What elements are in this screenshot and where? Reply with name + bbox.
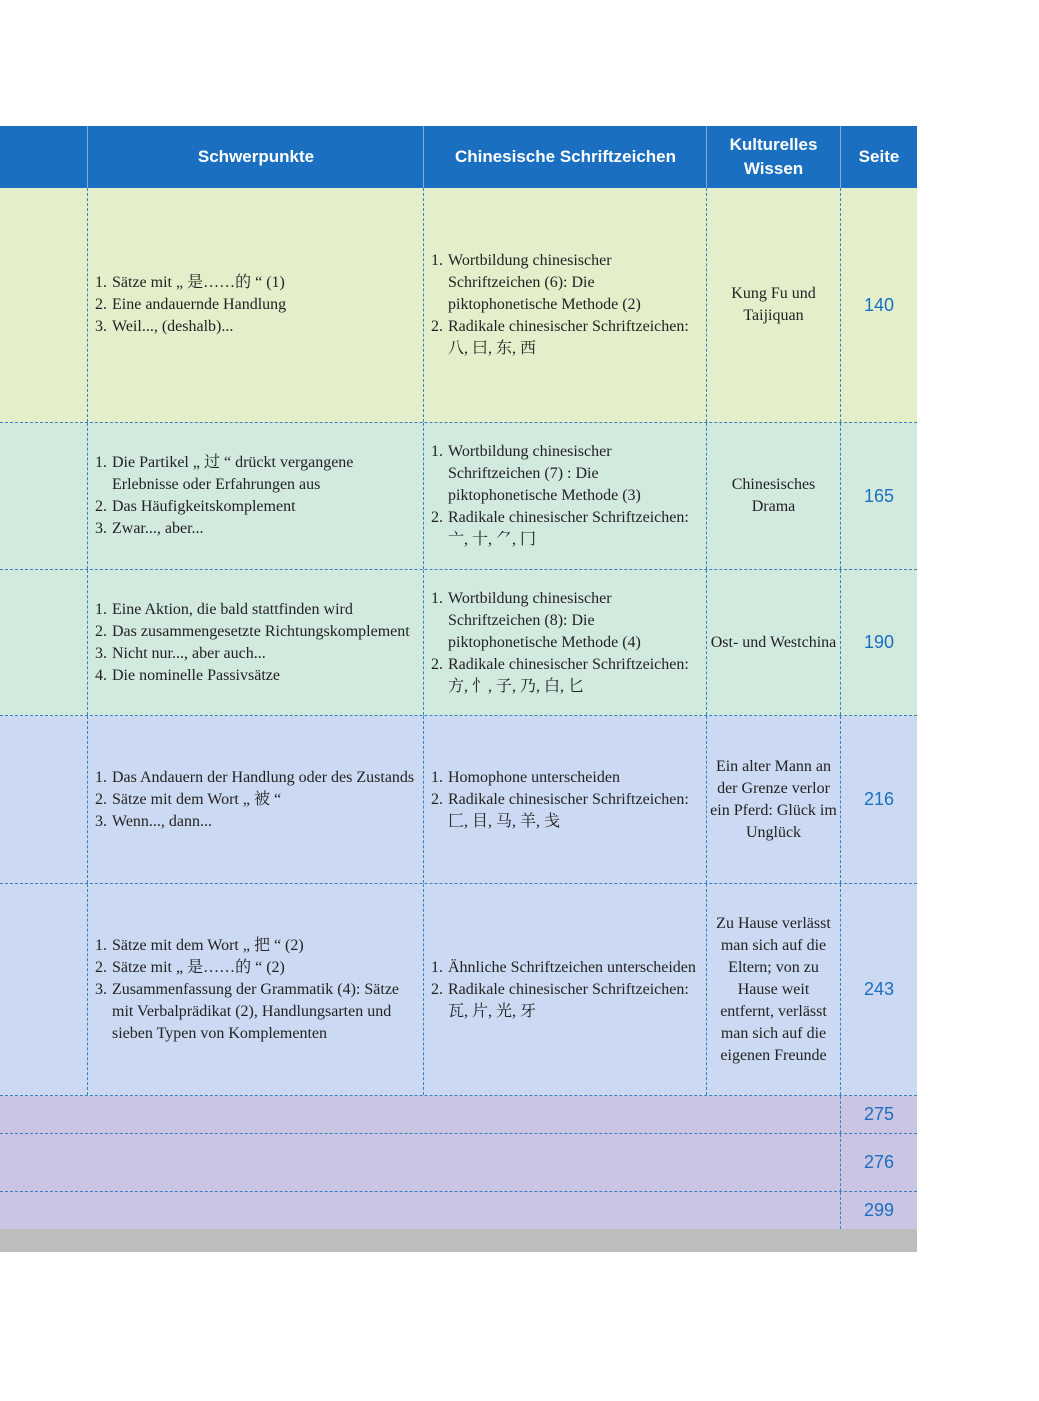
- focus-cell: [87, 884, 423, 1095]
- table-row: [0, 716, 917, 884]
- list-item: 1. Sätze mit „ 是……的 “ (1): [95, 274, 285, 291]
- page-cell: [840, 1096, 917, 1133]
- list-item: 4. Die nominelle Passivsätze: [95, 666, 280, 684]
- list-item: 1. Sätze mit dem Wort „ 把 “ (2): [95, 936, 304, 954]
- list-item: 1. Ähnliche Schriftzeichen unterscheiden: [431, 958, 696, 976]
- characters-cell: [423, 884, 706, 1095]
- culture-cell: [706, 716, 840, 883]
- table-header: [0, 126, 917, 188]
- unit-cell: [0, 188, 87, 422]
- focus-list: [95, 272, 286, 338]
- page-number-link[interactable]: 140: [863, 294, 895, 315]
- list-item: 1. Wortbildung chinesischer Schriftzeichen (8): Die piktophonetische Methode (4): [431, 589, 641, 651]
- list-item: 3. Zwar..., aber...: [95, 520, 204, 537]
- page-number-link[interactable]: 165: [863, 485, 895, 506]
- table-row: [0, 188, 917, 423]
- list-item: 2. Radikale chinesischer Schriftzeichen: 瓦, 片, 光, 牙: [431, 980, 689, 1020]
- list-item: 3. Zusammenfassung der Grammatik (4): Sätze mit Verbalprädikat (2), Handlungsarten und sieben Typen von Komplementen: [95, 980, 400, 1042]
- list-item: 1. Wortbildung chinesischer Schriftzeichen (6): Die piktophonetische Methode (2): [431, 252, 641, 313]
- focus-list: [95, 452, 417, 540]
- list-item: 1. Homophone unterscheiden: [431, 768, 620, 786]
- characters-list: [431, 767, 700, 833]
- characters-list: [431, 957, 700, 1023]
- characters-cell: [423, 570, 706, 715]
- page-cell: [840, 1192, 917, 1229]
- culture-cell: [706, 423, 840, 569]
- characters-list: [431, 250, 700, 360]
- list-item: 2. Das zusammengesetzte Richtungskomplement: [95, 622, 410, 640]
- characters-list: [431, 588, 700, 698]
- characters-cell: [423, 716, 706, 883]
- characters-list: [431, 441, 700, 551]
- page-number-link[interactable]: 216: [863, 789, 895, 809]
- header-blank-cell: [0, 126, 87, 188]
- list-item: 2. Radikale chinesischer Schriftzeichen: 亠, 十, ⺈, 冂: [431, 509, 689, 548]
- table-row: [0, 1192, 917, 1230]
- page-cell: [840, 570, 917, 715]
- unit-cell: [0, 716, 87, 883]
- page-cell: [840, 884, 917, 1095]
- list-item: 3. Weil..., (deshalb)...: [95, 318, 234, 335]
- characters-cell: [423, 188, 706, 422]
- unit-cell: [0, 884, 87, 1095]
- list-item: 2. Sätze mit „ 是……的 “ (2): [95, 958, 285, 976]
- list-item: 3. Wenn..., dann...: [95, 812, 213, 830]
- header-schwerpunkte: Schwerpunkte: [87, 126, 423, 188]
- list-item: 1. Das Andauern der Handlung oder des Zustands: [95, 768, 415, 786]
- page-number-link[interactable]: 276: [863, 1152, 895, 1172]
- table-row: [0, 1096, 917, 1134]
- list-item: 2. Radikale chinesischer Schriftzeichen: 八, 曰, 东, 西: [431, 318, 689, 357]
- page-cell: [840, 188, 917, 422]
- culture-text: Zu Hause verlässt man sich auf die Eltern; von zu Hause weit entfernt, verlässt man sich auf die eigenen Freunde: [716, 914, 831, 1064]
- culture-text: Chinesisches Drama: [731, 476, 816, 515]
- table-row: [0, 884, 917, 1096]
- culture-text: Kung Fu und Taijiquan: [731, 285, 816, 324]
- characters-cell: [423, 423, 706, 569]
- header-kultur: Kulturelles Wissen: [706, 126, 840, 188]
- list-item: 2. Sätze mit dem Wort „ 被 “: [95, 790, 282, 808]
- unit-cell: [0, 423, 87, 569]
- page-number-link[interactable]: 243: [863, 979, 895, 999]
- list-item: 2. Eine andauernde Handlung: [95, 296, 287, 313]
- unit-cell: [0, 570, 87, 715]
- focus-list: [95, 935, 417, 1045]
- focus-cell: [87, 716, 423, 883]
- culture-text: Ost- und Westchina: [710, 633, 837, 651]
- page-cell: [840, 716, 917, 883]
- culture-cell: [706, 188, 840, 422]
- focus-cell: [87, 188, 423, 422]
- page-number-link[interactable]: 190: [863, 632, 895, 652]
- table-row: [0, 1134, 917, 1192]
- list-item: 1. Wortbildung chinesischer Schriftzeichen (7) : Die piktophonetische Methode (3): [431, 443, 641, 504]
- page-number-link[interactable]: 299: [863, 1200, 895, 1220]
- list-item: 2. Das Häufigkeitskomplement: [95, 498, 296, 515]
- header-seite: Seite: [840, 126, 917, 188]
- page-cell: [840, 1134, 917, 1191]
- focus-list: [95, 599, 410, 687]
- list-item: 1. Die Partikel „ 过 “ drückt vergangene Erlebnisse oder Erfahrungen aus: [95, 454, 354, 493]
- list-item: 1. Eine Aktion, die bald stattfinden wird: [95, 600, 353, 618]
- table-row: [0, 423, 917, 570]
- focus-cell: [87, 570, 423, 715]
- header-schriftzeichen: Chinesische Schriftzeichen: [423, 126, 706, 188]
- appendix-title-cell: [0, 1134, 840, 1191]
- culture-text: Ein alter Mann an der Grenze verlor ein Pferd: Glück im Unglück: [710, 757, 837, 841]
- focus-cell: [87, 423, 423, 569]
- table-row: [0, 570, 917, 716]
- list-item: 2. Radikale chinesischer Schriftzeichen: 方, 忄, 子, 乃, 白, 匕: [431, 655, 689, 695]
- focus-list: [95, 767, 414, 833]
- page-cell: [840, 423, 917, 569]
- appendix-title-cell: [0, 1096, 840, 1133]
- appendix-title-cell: [0, 1192, 840, 1229]
- table-of-contents: [0, 126, 917, 1230]
- culture-cell: [706, 884, 840, 1095]
- page-number-link[interactable]: 275: [863, 1104, 895, 1124]
- bottom-divider-bar: [0, 1229, 917, 1252]
- culture-cell: [706, 570, 840, 715]
- list-item: 3. Nicht nur..., aber auch...: [95, 644, 266, 662]
- list-item: 2. Radikale chinesischer Schriftzeichen: 匚, 目, 马, 羊, 戋: [431, 790, 689, 830]
